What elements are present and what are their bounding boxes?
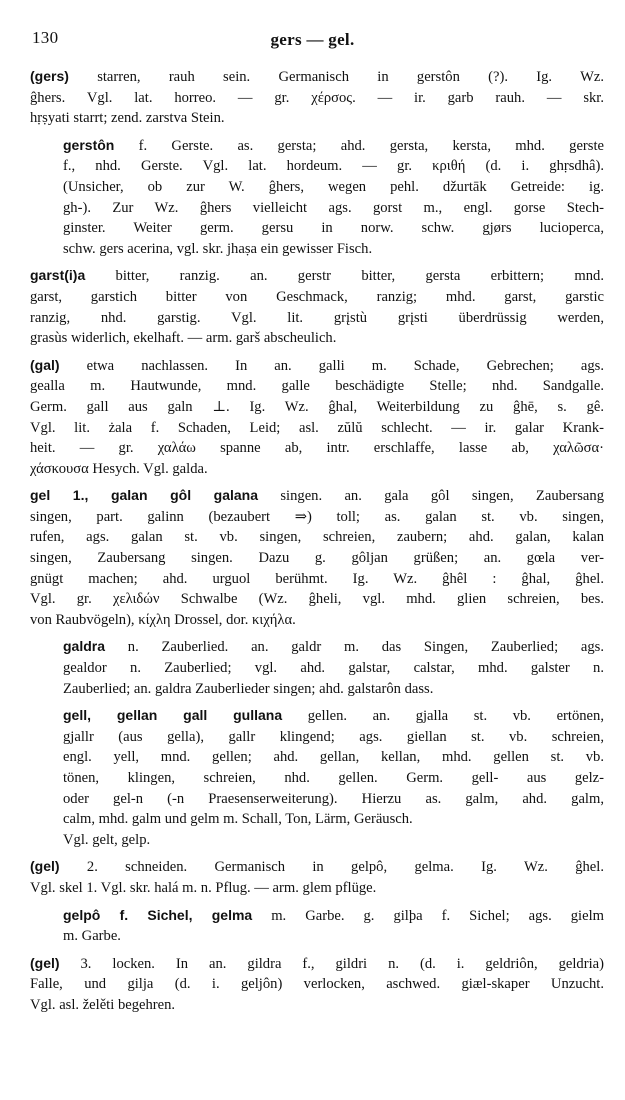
entry-line <box>63 636 604 658</box>
line-text: m. Garbe. g. gilþa f. Sichel; ags. gielm <box>252 907 604 924</box>
entry-line <box>30 418 604 439</box>
entry-line <box>63 905 604 927</box>
entry-line <box>63 135 604 157</box>
entry-line <box>30 355 604 377</box>
line-text: n. Zauberlied. an. galdr m. das Singen, Zauberlied; ags. <box>105 639 604 656</box>
entry-line <box>30 66 604 88</box>
entry-line <box>63 705 604 727</box>
line-text: singen, part. galinn (bezaubert ⇒) toll; as. galan st. vb. singen, <box>30 508 604 525</box>
line-text: gealdor n. Zauberlied; vgl. ahd. galstar, calstar, mhd. galster n. <box>63 660 604 677</box>
entry-line <box>63 830 604 851</box>
headword: gell, gellan gall gullana <box>63 707 283 724</box>
headword: (gers) <box>30 68 69 84</box>
page-number: 130 <box>32 28 59 47</box>
entry-line <box>30 878 604 899</box>
entry-gel2 <box>30 856 604 898</box>
entry-line <box>63 809 604 830</box>
entry-line <box>63 218 604 239</box>
headword: gel 1., galan gôl galana <box>30 487 259 504</box>
entry-line <box>30 88 604 109</box>
line-text: ginster. Weiter germ. gersu in norw. schw. gjørs lucioperca, <box>63 220 604 237</box>
entry-line <box>63 156 604 177</box>
entry-line <box>30 265 604 287</box>
entry-line <box>63 658 604 679</box>
entries-body <box>30 66 604 1022</box>
entry-gers <box>30 66 604 129</box>
line-text: m. Garbe. <box>63 928 121 945</box>
line-text: von Raubvögeln), κίχλη Drossel, dor. κιχήλα. <box>30 611 296 628</box>
entry-line <box>30 527 604 548</box>
line-text: grasùs widerlich, ekelhaft. — arm. garš abscheulich. <box>30 330 337 347</box>
line-text: χάσκουσα Hesych. Vgl. galda. <box>30 460 208 477</box>
entry-line <box>30 548 604 569</box>
entry-line <box>30 287 604 308</box>
entry-line <box>63 198 604 219</box>
line-text: (Unsicher, ob zur W. ĝhers, wegen pehl. džurtāk Getreide: ig. <box>63 178 604 195</box>
line-text: heit. — gr. χαλάω spanne ab, intr. erschlaffe, lasse ab, χαλῶσα· <box>30 440 604 457</box>
line-text: singen. an. gala gôl singen, Zaubersang <box>258 488 604 505</box>
entry-line <box>63 239 604 260</box>
line-text: Falle, und gilja (d. i. geljôn) verlocken, aschwed. giæl-skaper Unzucht. <box>30 976 604 993</box>
line-text: gjallr (aus gella), gallr klingend; ags. giellan st. vb. schreien, <box>63 728 604 745</box>
line-text: Germ. gall aus galn ⊥. Ig. Wz. ĝhal, Weiterbildung zu ĝhē, s. gê. <box>30 398 604 415</box>
entry-line <box>30 308 604 329</box>
line-text: bitter, ranzig. an. gerstr bitter, gersta erbittern; mnd. <box>85 268 604 285</box>
entry-gell <box>30 705 604 850</box>
headword: (gal) <box>30 356 60 373</box>
entry-line <box>63 768 604 789</box>
entry-gal <box>30 355 604 480</box>
line-text: Vgl. lit. żala f. Schaden, Leid; asl. zŭlŭ schlecht. — ir. galar Krank- <box>30 419 604 436</box>
entry-line <box>30 485 604 507</box>
line-text: gealla m. Hautwunde, mnd. galle beschädigte Stelle; nhd. Sandgalle. <box>30 378 604 395</box>
entry-line <box>63 926 604 947</box>
entry-line <box>30 108 604 129</box>
entry-gel1 <box>30 485 604 630</box>
entry-line <box>63 789 604 810</box>
entry-line <box>63 727 604 748</box>
entry-line <box>30 569 604 590</box>
entry-line <box>30 995 604 1016</box>
line-text: ranzig, nhd. garstig. Vgl. lit. grįstù grįsti überdrüssig werden, <box>30 309 604 326</box>
entry-gerston <box>30 135 604 260</box>
line-text: etwa nachlassen. In an. galli m. Schade, Gebrechen; ags. <box>59 357 604 374</box>
line-text: Vgl. gr. χελιδών Schwalbe (Wz. ĝheli, vgl. mhd. glien schreien, bes. <box>30 591 604 608</box>
entry-line <box>30 328 604 349</box>
entry-garstia <box>30 265 604 348</box>
entry-line <box>30 589 604 610</box>
line-text: Vgl. skel 1. Vgl. skr. halá m. n. Pflug. — arm. glem pflüge. <box>30 879 377 896</box>
running-title: gers — gel. <box>270 30 355 49</box>
entry-gelpo <box>30 905 604 947</box>
page-header <box>0 20 625 54</box>
line-text: gnügt machen; ahd. urguol berühmt. Ig. Wz. ĝhêl : ĝhal, ĝhel. <box>30 570 604 587</box>
entry-line <box>30 974 604 995</box>
line-text: Vgl. asl. želěti begehren. <box>30 996 176 1013</box>
line-text: 3. locken. In an. gildra f., gildri n. (d. i. geldriôn, geldria) <box>59 955 604 972</box>
entry-line <box>30 856 604 878</box>
entry-line <box>30 459 604 480</box>
line-text: gh-). Zur Wz. ĝhers vielleicht ags. gorst m., engl. gorse Stech- <box>63 199 604 216</box>
entry-line <box>63 177 604 198</box>
headword: gelpô f. Sichel, gelma <box>63 906 253 923</box>
line-text: starren, rauh sein. Germanisch in gerstôn (?). Ig. Wz. <box>68 69 604 85</box>
line-text: gellen. an. gjalla st. vb. ertönen, <box>282 708 604 725</box>
entry-galdra <box>30 636 604 699</box>
headword: (gel) <box>30 858 60 875</box>
line-text: rufen, ags. galan st. vb. singen, schreien, zaubern; ahd. galan, kalan <box>30 529 604 546</box>
entry-line <box>63 679 604 700</box>
line-text: f., nhd. Gerste. Vgl. lat. hordeum. — gr. κριθή (d. i. ghṛsdhâ). <box>63 158 604 175</box>
line-text: garst, garstich bitter von Geschmack, ranzig; mhd. garst, garstic <box>30 288 604 305</box>
line-text: hṛṣyati starrt; zend. zarstva Stein. <box>30 110 225 127</box>
line-text: schw. gers acerina, vgl. skr. jhaṣa ein gewisser Fisch. <box>63 240 373 257</box>
headword: (gel) <box>30 954 60 971</box>
line-text: f. Gerste. as. gersta; ahd. gersta, kersta, mhd. gerste <box>114 137 604 154</box>
headword: garst(i)a <box>30 267 86 284</box>
entry-line <box>63 747 604 768</box>
entry-gel3 <box>30 953 604 1016</box>
entry-line <box>30 397 604 418</box>
entry-line <box>30 953 604 975</box>
line-text: Vgl. gelt, gelp. <box>63 831 151 848</box>
line-text: calm, mhd. galm und gelm m. Schall, Ton, Lärm, Geräusch. <box>63 811 413 828</box>
line-text: oder gel-n (-n Praesenserweiterung). Hierzu as. galm, ahd. galm, <box>63 790 604 807</box>
line-text: 2. schneiden. Germanisch in gelpô, gelma. Ig. Wz. ĝhel. <box>59 859 604 876</box>
line-text: tönen, klingen, schreien, nhd. gellen. Germ. gell- aus gelz- <box>63 770 604 786</box>
headword: gerstôn <box>63 136 115 153</box>
entry-line <box>30 610 604 631</box>
line-text: singen, Zaubersang singen. Dazu g. gôljan grüßen; an. gœla ver- <box>30 550 604 567</box>
headword: galdra <box>63 638 106 655</box>
line-text: Zauberlied; an. galdra Zauberlieder singen; ahd. galstarôn dass. <box>63 680 434 697</box>
line-text: ĝhers. Vgl. lat. horreo. — gr. χέρσος. — ir. garb rauh. — skr. <box>30 89 604 106</box>
entry-line <box>30 376 604 397</box>
line-text: engl. yell, mnd. gellen; ahd. gellan, kellan, mhd. gellen st. vb. <box>63 749 604 766</box>
entry-line <box>30 507 604 528</box>
entry-line <box>30 438 604 459</box>
